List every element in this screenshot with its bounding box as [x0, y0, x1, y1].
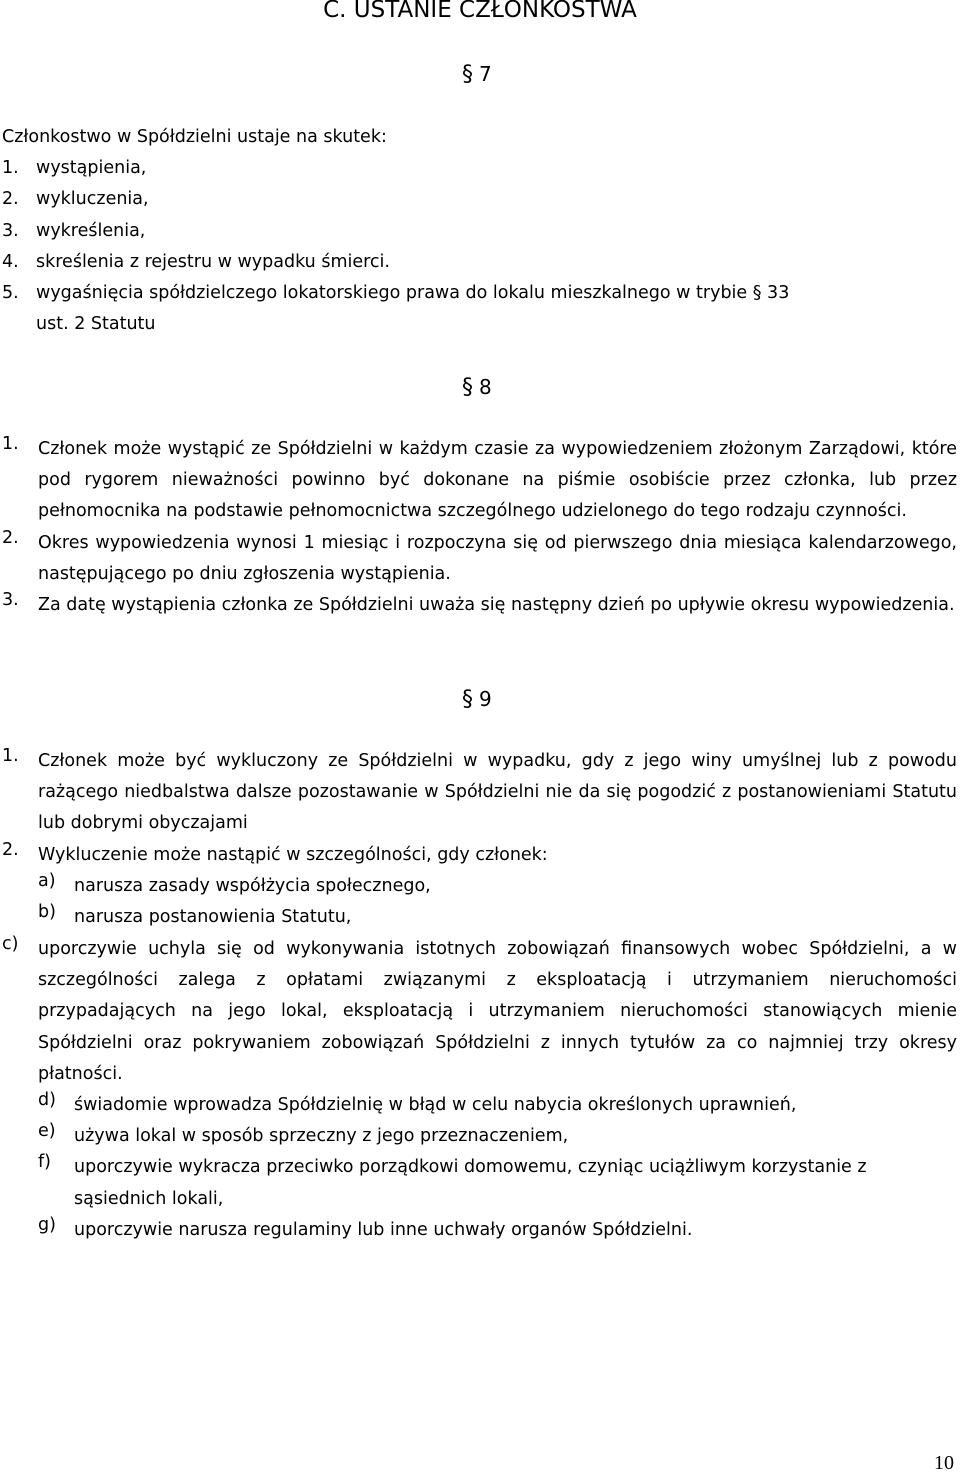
page-number: 10 — [934, 1452, 954, 1474]
list-item: 2. Wykluczenie może nastąpić w szczególności, gdy członek: — [2, 839, 548, 865]
section-sign: § — [462, 62, 473, 87]
paragraph-9-sublist-ab — [38, 871, 957, 933]
sublist-item: e) używa lokal w sposób sprzeczny z jego przeznaczeniem, — [38, 1121, 569, 1147]
sublist-item: f) uporczywie wykracza przeciwko porządkowi domowemu, czyniąc uciążliwym korzystanie z sąsiednich lokali, — [38, 1152, 867, 1209]
paragraph-9-sublist-dg — [38, 1090, 957, 1246]
sublist-item: d) świadomie wprowadza Spółdzielnię w błąd w celu nabycia określonych uprawnień, — [38, 1090, 797, 1115]
list-item: 4. skreślenia z rejestru w wypadku śmierci. — [2, 251, 390, 272]
section-sign: § — [462, 375, 473, 400]
paragraph-number: 8 — [479, 375, 492, 399]
list-item: 1. Członek może być wykluczony ze Spółdzielni w wypadku, gdy z jego winy umyślnej lub z powodu rażącego niedbalstwa dalsze pozostawanie w Spółdzielni nie da się pogodzić z postanowieniami Statutu lub dobrymi obyczajami — [2, 746, 957, 834]
paragraph-9-list — [2, 746, 957, 871]
paragraph-7-list — [2, 153, 789, 341]
sublist-item: g) uporczywie narusza regulaminy lub inne uchwały organów Spółdzielni. — [38, 1214, 693, 1240]
section-sign: § — [462, 687, 473, 712]
sublist-item: a) narusza zasady współżycia społecznego, — [38, 871, 431, 896]
list-item: 3. wykreślenia, — [2, 220, 146, 241]
list-item: 3. Za datę wystąpienia członka ze Spółdzielni uważa się następny dzień po upływie okresu wypowiedzenia. — [2, 590, 955, 616]
paragraph-9-sublist-c — [2, 934, 957, 1090]
paragraph-8-list — [2, 434, 957, 621]
list-item: 1. Członek może wystąpić ze Spółdzielni w każdym czasie za wypowiedzeniem złożonym Zarządowi, które pod rygorem nieważności powinno być dokonane na piśmie osobiście przez członka, lub przez pełnomocnika na podstawie pełnomocnictwa szczególnego udzielonego do tego rodzaju czynności. — [2, 434, 957, 522]
list-item-continuation: ust. 2 Statutu — [36, 314, 156, 335]
section-heading: C. USTANIE CZŁONKOSTWA — [323, 0, 637, 23]
sublist-item: b) narusza postanowienia Statutu, — [38, 902, 352, 928]
paragraph-9-heading — [462, 685, 492, 714]
paragraph-number: 9 — [479, 687, 492, 711]
sublist-item: c) uporczywie uchyla się od wykonywania istotnych zobowiązań finansowych wobec Spółdzielni, a w szczególności zalega z opłatami związanymi z eksploatacją i utrzymaniem nieruchomości przypadających na jego lokal, eksploatacją i utrzymaniem nieruchomości stanowiących mienie Spółdzielni oraz pokrywaniem zobowiązań Spółdzielni z innych tytułów za co najmniej trzy okresy płatności. — [2, 934, 957, 1084]
paragraph-number: 7 — [479, 62, 492, 86]
list-item: 2. Okres wypowiedzenia wynosi 1 miesiąc i rozpoczyna się od pierwszego dnia miesiąca kalendarzowego, następującego po dniu zgłoszenia wystąpienia. — [2, 527, 957, 584]
list-item: 1. wystąpienia, — [2, 158, 147, 178]
list-item: 5. wygaśnięcia spółdzielczego lokatorskiego prawa do lokalu mieszkalnego w trybie § 33 — [2, 283, 790, 304]
paragraph-8-heading — [462, 373, 492, 402]
paragraph-7-intro: Członkostwo w Spółdzielni ustaje na skutek: — [2, 127, 387, 147]
list-item: 2. wykluczenia, — [2, 189, 149, 210]
paragraph-7-heading — [462, 60, 492, 89]
